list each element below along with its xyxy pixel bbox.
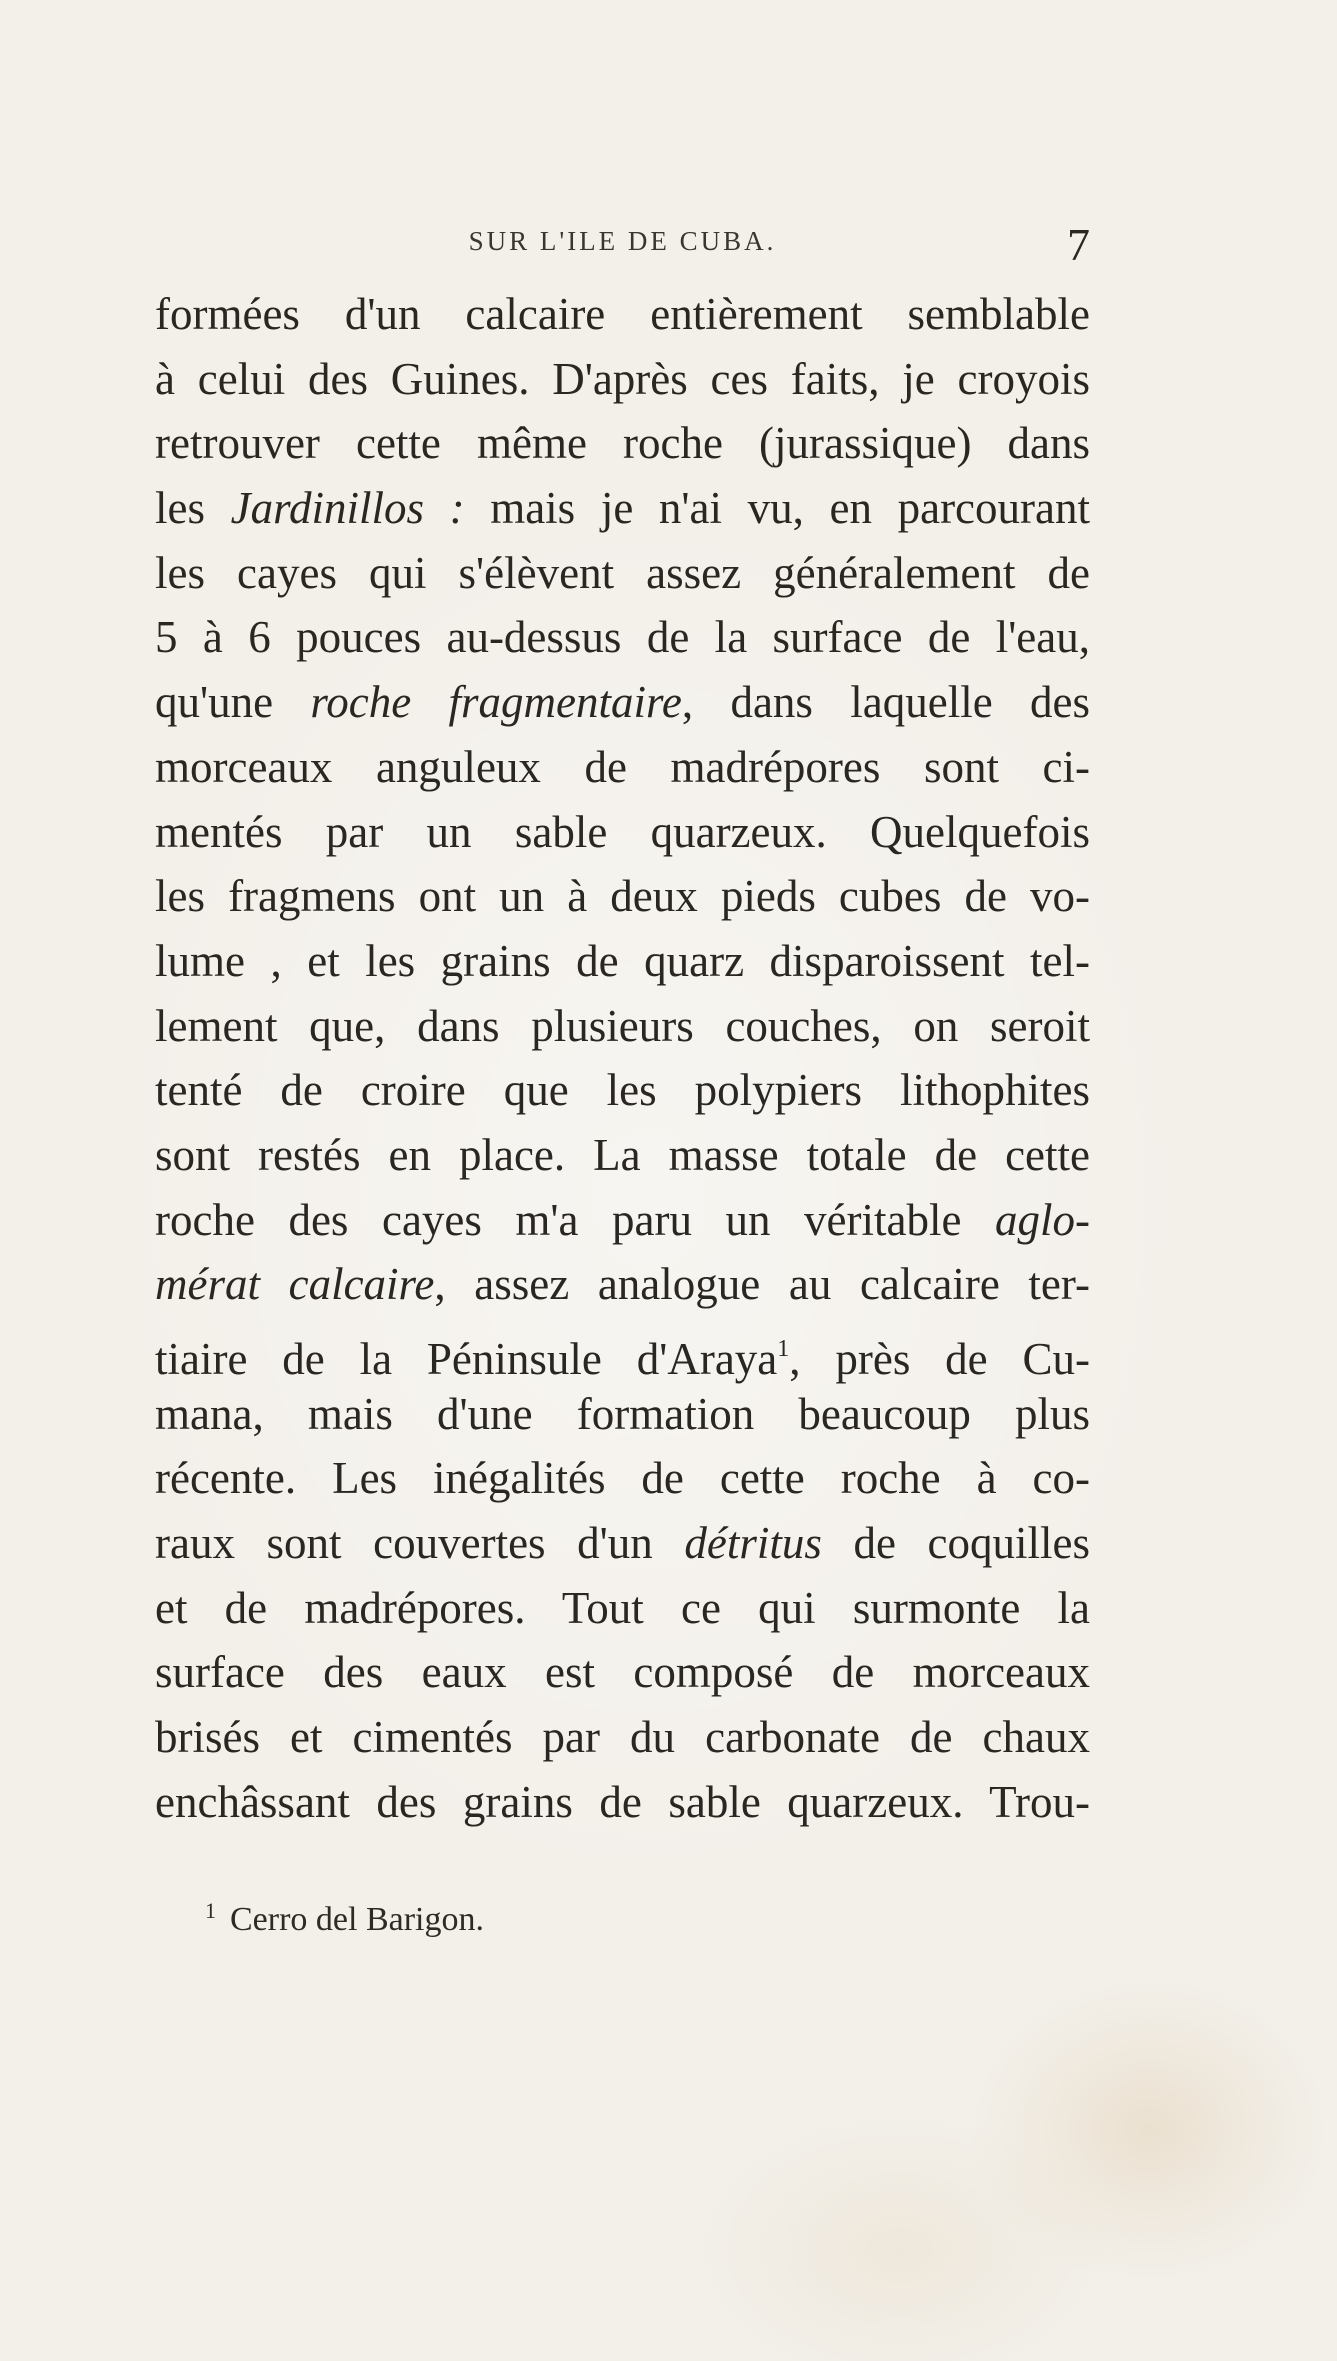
text-line: [155, 1770, 1090, 1835]
text-line: [155, 411, 1090, 476]
text-run: tiaire de la Péninsule d'Araya: [155, 1334, 778, 1384]
text-line: [155, 735, 1090, 800]
text-line: [155, 1382, 1090, 1447]
text-run: sont restés en place. La masse totale de cette: [155, 1129, 1090, 1180]
text-run: les cayes qui s'élèvent assez généralement de: [155, 547, 1090, 598]
text-line: [155, 1511, 1090, 1576]
text-run: de coquilles: [821, 1518, 1090, 1569]
text-line: [155, 929, 1090, 994]
text-run: tenté de croire que les polypiers lithophites: [155, 1065, 1090, 1116]
text-run: lement que, dans plusieurs couches, on seroit: [155, 1000, 1090, 1051]
italic-run: mérat calcaire: [155, 1259, 435, 1310]
italic-run: Jardinillos :: [230, 483, 465, 534]
footnote: [205, 1898, 484, 1939]
text-line: [155, 864, 1090, 929]
italic-run: détritus: [684, 1518, 822, 1569]
text-line: [155, 1123, 1090, 1188]
text-run: , dans laquelle des: [681, 677, 1090, 728]
text-run: lume , et les grains de quarz disparoissent tel-: [155, 935, 1090, 986]
text-run: à celui des Guines. D'après ces faits, je croyois: [155, 353, 1090, 404]
text-run: morceaux anguleux de madrépores sont ci-: [155, 741, 1090, 792]
text-run: mais je n'ai vu, en parcourant: [464, 483, 1090, 534]
text-run: formées d'un calcaire entièrement semblable: [155, 289, 1090, 339]
text-line: [155, 1252, 1090, 1317]
text-line: [155, 1317, 1090, 1382]
text-run: brisés et cimentés par du carbonate de chaux: [155, 1712, 1090, 1763]
text-line: [155, 282, 1090, 347]
italic-run: roche fragmentaire: [310, 677, 682, 728]
text-line: [155, 476, 1090, 541]
text-run: enchâssant des grains de sable quarzeux. Trou-: [155, 1776, 1090, 1827]
text-run: les fragmens ont un à deux pieds cubes de vo-: [155, 871, 1090, 922]
footnote-text: Cerro del Barigon.: [230, 1901, 484, 1938]
text-line: [155, 541, 1090, 606]
text-run: , assez analogue au calcaire ter-: [434, 1259, 1090, 1310]
text-run: mana, mais d'une formation beaucoup plus: [155, 1388, 1090, 1439]
text-run: récente. Les inégalités de cette roche à co-: [155, 1453, 1090, 1504]
text-run: roche des cayes m'a paru un véritable: [155, 1194, 995, 1245]
running-head: [155, 218, 1090, 268]
text-run: raux sont couvertes d'un: [155, 1518, 685, 1569]
text-line: [155, 1188, 1090, 1253]
text-line: [155, 1446, 1090, 1511]
text-run: qu'une: [155, 677, 311, 728]
text-run: les: [155, 483, 231, 534]
text-line: [155, 994, 1090, 1059]
text-line: [155, 1705, 1090, 1770]
text-run: surface des eaux est composé de morceaux: [155, 1647, 1090, 1698]
text-line: [155, 670, 1090, 735]
footnote-marker: 1: [205, 1898, 216, 1923]
text-line: [155, 605, 1090, 670]
footnote-reference: 1: [777, 1336, 790, 1362]
text-run: mentés par un sable quarzeux. Quelquefois: [155, 806, 1090, 857]
text-line: [155, 800, 1090, 865]
text-line: [155, 1058, 1090, 1123]
page-number: 7: [1067, 219, 1090, 270]
text-line: [155, 347, 1090, 412]
text-run: 5 à 6 pouces au-dessus de la surface de l'eau,: [155, 612, 1090, 663]
text-run: et de madrépores. Tout ce qui surmonte la: [155, 1582, 1090, 1633]
italic-run: aglo-: [995, 1194, 1090, 1245]
text-run: retrouver cette même roche (jurassique) dans: [155, 418, 1090, 469]
text-line: [155, 1640, 1090, 1705]
text-run: , près de Cu-: [789, 1334, 1090, 1384]
body-text: [155, 282, 1090, 1835]
text-line: [155, 1576, 1090, 1641]
running-title: SUR L'ILE DE CUBA.: [468, 226, 777, 256]
